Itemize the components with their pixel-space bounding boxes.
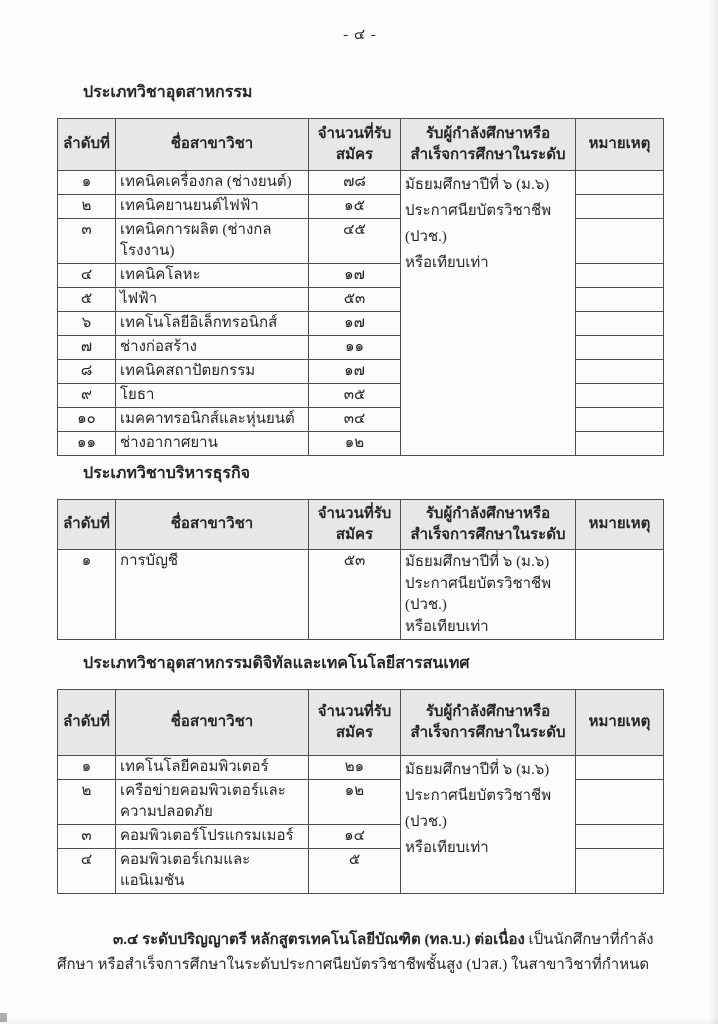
section-title-industrial: ประเภทวิชาอุตสาหกรรม (83, 84, 253, 101)
remark-cell (576, 825, 664, 849)
program-name-cell: เทคโนโลยีคอมพิวเตอร์ (116, 756, 309, 780)
remark-cell (576, 264, 664, 288)
program-name-cell: เทคนิคการผลิต (ช่างกลโรงงาน) (116, 219, 309, 264)
section-title-business-administration: ประเภทวิชาบริหารธุรกิจ (83, 465, 251, 482)
quota-cell: ๑๒ (309, 780, 401, 825)
footnote-body-text: เป็นนักศึกษาที่กำลังศึกษา หรือสำเร็จการศึกษาในระดับประกาศนียบัตรวิชาชีพชั้นสูง (ปวส.) ในสาขาวิชาที่กำหนด (57, 932, 654, 973)
order-cell: ๘ (58, 360, 116, 384)
order-cell: ๑ (58, 171, 116, 195)
page-number: - ๔ - (343, 27, 377, 43)
order-cell: ๑ (58, 550, 116, 640)
scan-edge-shadow-bottom (0, 1018, 718, 1024)
program-name-cell: ช่างอากาศยาน (116, 432, 309, 456)
remark-cell (576, 171, 664, 195)
admission-table-business-administration (57, 499, 664, 640)
quota-cell: ๕๓ (309, 550, 401, 640)
order-cell: ๔ (58, 849, 116, 894)
column-header-program-name: ชื่อสาขาวิชา (116, 690, 309, 756)
program-name-cell: เครือข่ายคอมพิวเตอร์และความปลอดภัย (116, 780, 309, 825)
column-header-order: ลำดับที่ (58, 119, 116, 171)
order-cell: ๑๑ (58, 432, 116, 456)
footnote-bold-lead: ๓.๔ ระดับปริญญาตรี หลักสูตรเทคโนโลยีบัณฑิต (ทล.บ.) ต่อเนื่อง (113, 932, 525, 948)
table-row (58, 550, 664, 640)
column-header-eligibility: รับผู้กำลังศึกษาหรือ สำเร็จการศึกษาในระดับ (401, 690, 576, 756)
quota-cell: ๔๕ (309, 219, 401, 264)
column-header-eligibility: รับผู้กำลังศึกษาหรือ สำเร็จการศึกษาในระดับ (401, 500, 576, 550)
column-header-quota: จำนวนที่รับ สมัคร (309, 690, 401, 756)
order-cell: ๙ (58, 384, 116, 408)
remark-cell (576, 288, 664, 312)
quota-cell: ๓๕ (309, 384, 401, 408)
admission-table-digital-industry-it (57, 689, 664, 894)
remark-cell (576, 336, 664, 360)
table-row (58, 171, 664, 195)
order-cell: ๖ (58, 312, 116, 336)
program-name-cell: เทคนิคยานยนต์ไฟฟ้า (116, 195, 309, 219)
quota-cell: ๑๗ (309, 360, 401, 384)
program-name-cell: โยธา (116, 384, 309, 408)
order-cell: ๓ (58, 825, 116, 849)
remark-cell (576, 384, 664, 408)
column-header-quota: จำนวนที่รับ สมัคร (309, 500, 401, 550)
scan-edge-shadow-right (708, 0, 718, 1024)
column-header-program-name: ชื่อสาขาวิชา (116, 119, 309, 171)
quota-cell: ๑๔ (309, 825, 401, 849)
program-name-cell: เทคนิคสถาปัตยกรรม (116, 360, 309, 384)
program-name-cell: ไฟฟ้า (116, 288, 309, 312)
quota-cell: ๑๕ (309, 195, 401, 219)
quota-cell: ๑๑ (309, 336, 401, 360)
order-cell: ๕ (58, 288, 116, 312)
quota-cell: ๕ (309, 849, 401, 894)
program-name-cell: เทคนิคเครื่องกล (ช่างยนต์) (116, 171, 309, 195)
remark-cell (576, 780, 664, 825)
program-name-cell: คอมพิวเตอร์เกมและแอนิเมชัน (116, 849, 309, 894)
program-name-cell: การบัญชี (116, 550, 309, 640)
quota-cell: ๑๒ (309, 432, 401, 456)
program-name-cell: เทคนิคโลหะ (116, 264, 309, 288)
table-row (58, 756, 664, 780)
order-cell: ๒ (58, 780, 116, 825)
order-cell: ๗ (58, 336, 116, 360)
quota-cell: ๒๑ (309, 756, 401, 780)
remark-cell (576, 756, 664, 780)
order-cell: ๓ (58, 219, 116, 264)
program-name-cell: เทคโนโลยีอิเล็กทรอนิกส์ (116, 312, 309, 336)
order-cell: ๑ (58, 756, 116, 780)
admission-table-industrial (57, 118, 664, 456)
footnote-paragraph (57, 928, 663, 978)
column-header-remark: หมายเหตุ (576, 500, 664, 550)
remark-cell (576, 550, 664, 640)
program-name-cell: เมคคาทรอนิกส์และหุ่นยนต์ (116, 408, 309, 432)
quota-cell: ๕๓ (309, 288, 401, 312)
column-header-eligibility: รับผู้กำลังศึกษาหรือ สำเร็จการศึกษาในระดับ (401, 119, 576, 171)
remark-cell (576, 219, 664, 264)
section-title-digital-industry-it: ประเภทวิชาอุตสาหกรรมดิจิทัลและเทคโนโลยีสารสนเทศ (83, 655, 470, 672)
quota-cell: ๗๘ (309, 171, 401, 195)
scan-artifact (0, 1013, 7, 1022)
column-header-remark: หมายเหตุ (576, 119, 664, 171)
quota-cell: ๓๔ (309, 408, 401, 432)
remark-cell (576, 849, 664, 894)
quota-cell: ๑๗ (309, 264, 401, 288)
column-header-program-name: ชื่อสาขาวิชา (116, 500, 309, 550)
column-header-order: ลำดับที่ (58, 690, 116, 756)
column-header-order: ลำดับที่ (58, 500, 116, 550)
quota-cell: ๑๗ (309, 312, 401, 336)
eligibility-cell: มัธยมศึกษาปีที่ ๖ (ม.๖) ประกาศนียบัตรวิชาชีพ (ปวช.) หรือเทียบเท่า (401, 171, 576, 456)
order-cell: ๒ (58, 195, 116, 219)
column-header-quota: จำนวนที่รับ สมัคร (309, 119, 401, 171)
order-cell: ๑๐ (58, 408, 116, 432)
remark-cell (576, 432, 664, 456)
order-cell: ๔ (58, 264, 116, 288)
program-name-cell: ช่างก่อสร้าง (116, 336, 309, 360)
remark-cell (576, 312, 664, 336)
remark-cell (576, 408, 664, 432)
program-name-cell: คอมพิวเตอร์โปรแกรมเมอร์ (116, 825, 309, 849)
eligibility-cell: มัธยมศึกษาปีที่ ๖ (ม.๖) ประกาศนียบัตรวิชาชีพ (ปวช.) หรือเทียบเท่า (401, 550, 576, 640)
column-header-remark: หมายเหตุ (576, 690, 664, 756)
eligibility-cell: มัธยมศึกษาปีที่ ๖ (ม.๖) ประกาศนียบัตรวิชาชีพ (ปวช.) หรือเทียบเท่า (401, 756, 576, 894)
remark-cell (576, 360, 664, 384)
remark-cell (576, 195, 664, 219)
